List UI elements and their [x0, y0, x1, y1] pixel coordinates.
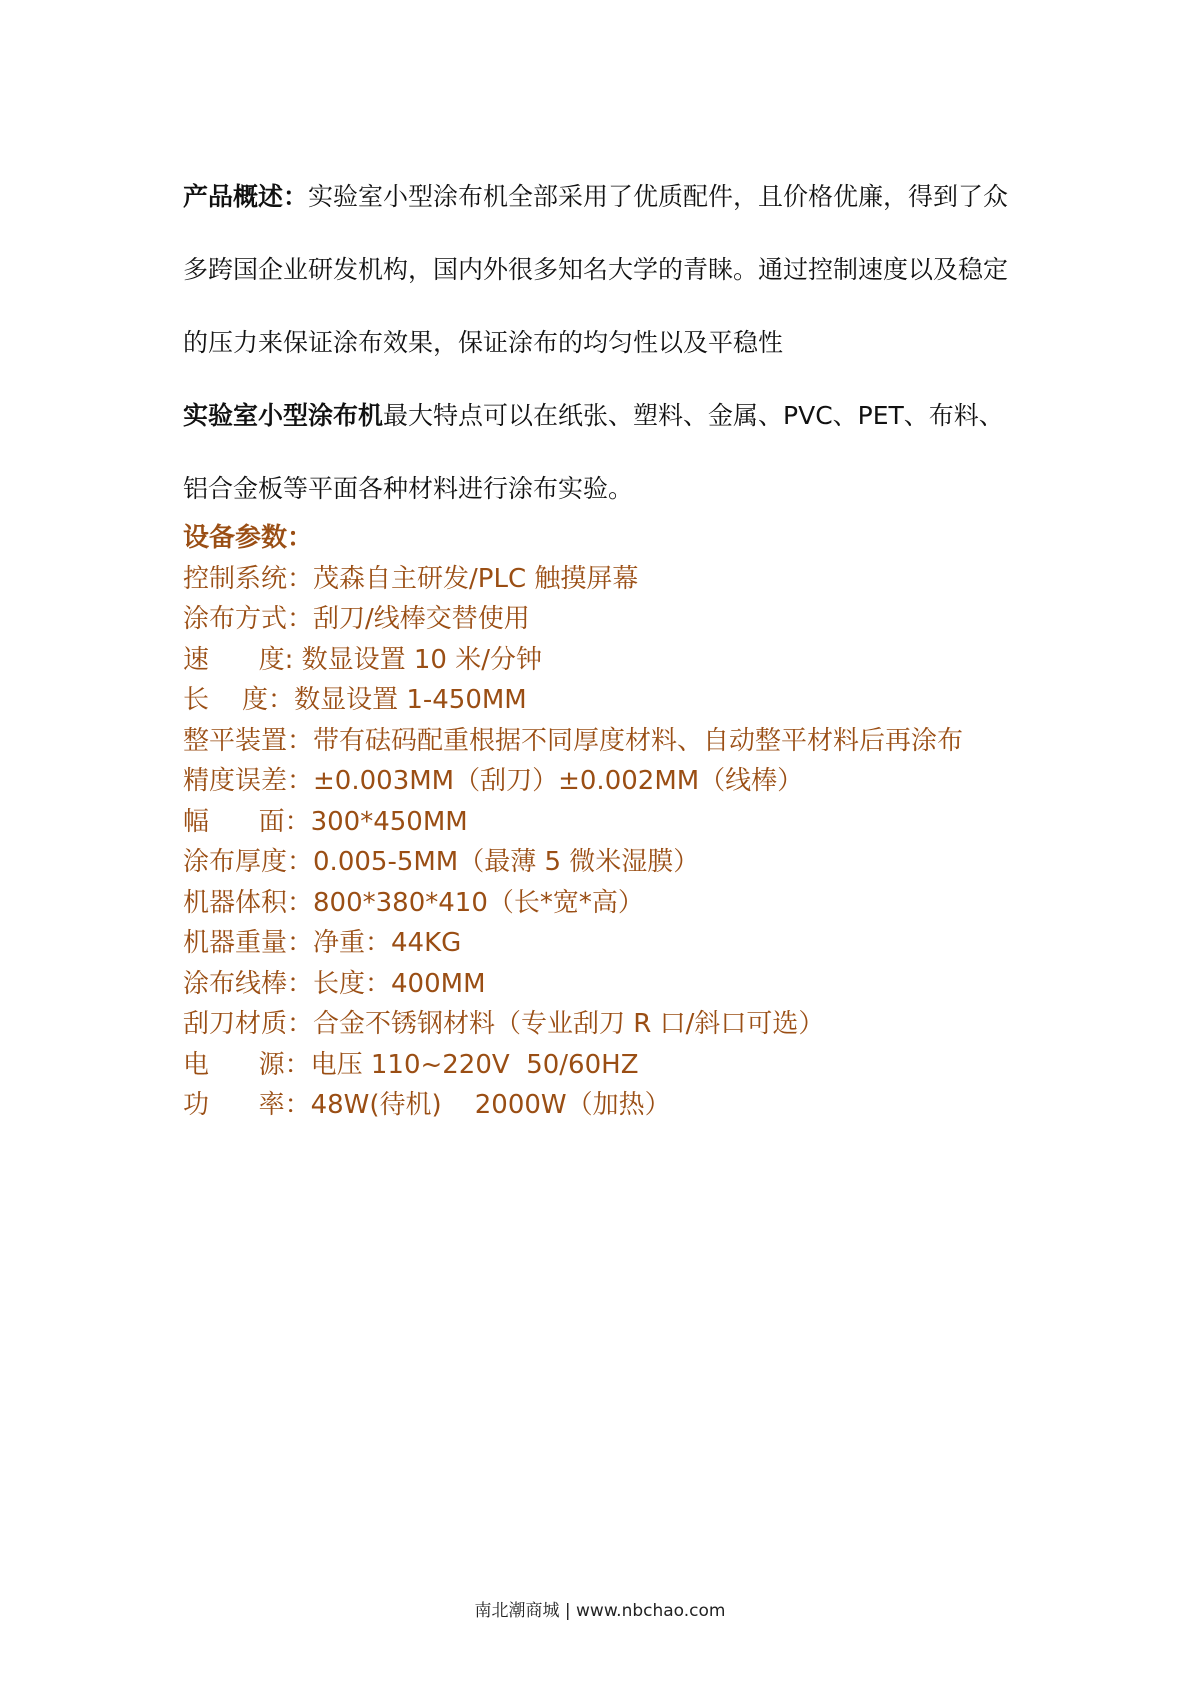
- features-label: 实验室小型涂布机: [183, 401, 384, 430]
- spec-label: 刮刀材质：: [183, 1009, 314, 1039]
- spec-row: [183, 964, 1083, 1005]
- spec-value: 净重：44KG: [313, 928, 462, 958]
- spec-label: 长 度：: [183, 685, 295, 715]
- spec-value: ±0.003MM（刮刀）±0.002MM（线棒）: [313, 766, 804, 796]
- spec-value: 0.005-5MM（最薄 5 微米湿膜）: [313, 847, 700, 877]
- spec-row: [183, 559, 1083, 600]
- spec-row: [183, 802, 1083, 843]
- spec-row: [183, 1045, 1083, 1086]
- spec-row: [183, 640, 1083, 681]
- spec-row: [183, 923, 1083, 964]
- spec-label: 控制系统：: [183, 563, 314, 594]
- spec-label: 机器重量：: [183, 928, 314, 958]
- spec-row: [183, 883, 1083, 924]
- spec-row: [183, 721, 1083, 762]
- spec-label: 整平装置：: [183, 725, 314, 756]
- spec-value: 带有砝码配重根据不同厚度材料、自动整平材料后再涂布: [313, 725, 964, 756]
- spec-label: 功 率：: [183, 1090, 311, 1120]
- spec-row: [183, 761, 1083, 802]
- spec-value: 数显设置 1-450MM: [294, 685, 527, 715]
- spec-row: [183, 599, 1083, 640]
- spec-row: [183, 842, 1083, 883]
- spec-value: 数显设置 10 米/分钟: [301, 644, 542, 675]
- overview-text: 实验室小型涂布机全部采用了优质配件，且价格优廉，得到了众多跨国企业研发机构，国内外很多知名大学的青睐。通过控制速度以及稳定的压力来保证涂布效果，保证涂布的均匀性以及平稳性: [183, 182, 1009, 357]
- spec-label: 电 源：: [183, 1049, 311, 1080]
- spec-value: 800*380*410（长*宽*高）: [313, 887, 644, 918]
- spec-heading: 设备参数：: [183, 523, 314, 553]
- overview-label: 产品概述：: [183, 182, 309, 211]
- product-intro: [183, 160, 1028, 525]
- spec-value: 48W(待机) 2000W（加热）: [310, 1090, 671, 1120]
- spec-row: [183, 1004, 1083, 1045]
- intro-paragraph-overview: [183, 160, 1028, 379]
- spec-value: 长度：400MM: [313, 968, 486, 999]
- spec-label: 涂布厚度：: [183, 847, 314, 877]
- spec-value: 刮刀/线棒交替使用: [313, 604, 530, 634]
- spec-label: 涂布方式：: [183, 604, 314, 634]
- spec-row: [183, 680, 1083, 721]
- spec-label: 速 度:: [183, 644, 302, 675]
- spec-value: 茂森自主研发/PLC 触摸屏幕: [313, 563, 639, 594]
- spec-label: 机器体积：: [183, 887, 314, 918]
- spec-value: 300*450MM: [310, 806, 468, 837]
- features-text: 最大特点可以在纸张、塑料、金属、PVC、PET、布料、铝合金板等平面各种材料进行涂布实验。: [183, 401, 1004, 503]
- spec-label: 涂布线棒：: [183, 968, 314, 999]
- spec-value: 电压 110~220V 50/60HZ: [310, 1049, 639, 1080]
- spec-value: 合金不锈钢材料（专业刮刀 R 口/斜口可选）: [313, 1009, 825, 1039]
- spec-label: 精度误差：: [183, 766, 314, 796]
- spec-list: [183, 518, 1083, 1126]
- intro-paragraph-features: [183, 379, 1028, 525]
- spec-label: 幅 面：: [183, 806, 311, 837]
- page-footer: 南北潮商城 | www.nbchao.com: [474, 1601, 726, 1621]
- spec-row: [183, 1085, 1083, 1126]
